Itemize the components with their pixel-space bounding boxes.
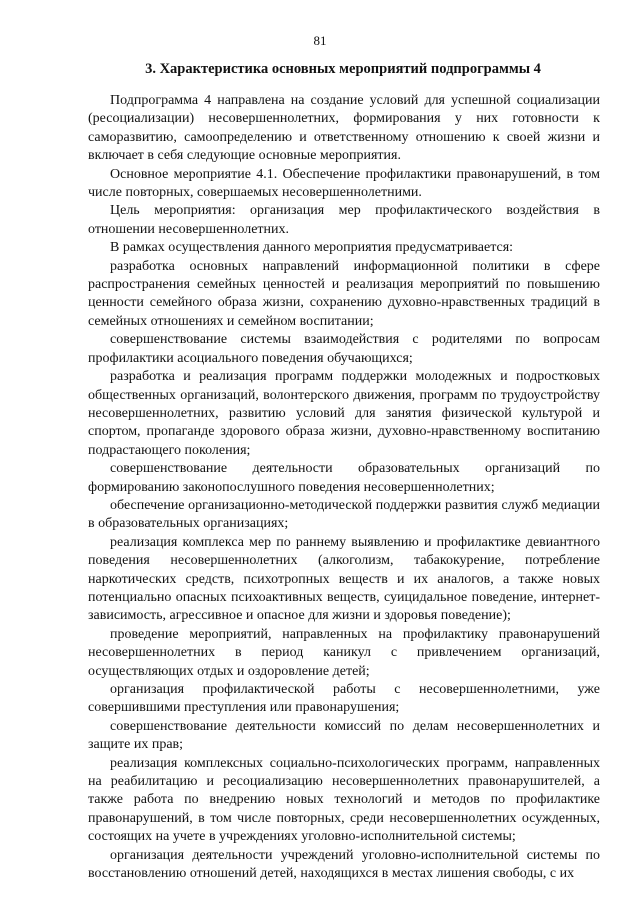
paragraph: обеспечение организационно-методической поддержки развития служб медиации в образовательных организациях;	[88, 497, 600, 532]
paragraph: организация деятельности учреждений уголовно-исполнительной системы по восстановлению отношений детей, находящихся в местах лишения свободы, с их	[88, 847, 600, 882]
paragraph: реализация комплекса мер по раннему выявлению и профилактике девиантного поведения несовершеннолетних (алкоголизм, табакокурение, потребление наркотических средств, психотропных веществ и их аналогов, а также новых потенциально опасных психоактивных веществ, суицидальное поведение, интернет-зависимость, агрессивное и опасное для жизни и здоровья поведение);	[88, 534, 600, 624]
paragraph: разработка и реализация программ поддержки молодежных и подростковых общественных организаций, волонтерского движения, программ по трудоустройству несовершеннолетних, развитию условий для занятия физической культурой и спортом, пропаганде здорового образа жизни, духовно-нравственному воспитанию подрастающего поколения;	[88, 369, 600, 458]
page-number: 81	[313, 33, 327, 48]
paragraph: проведение мероприятий, направленных на профилактику правонарушений несовершеннолетних в период каникул с привлечением организаций, осуществляющих отдых и оздоровление детей;	[88, 626, 600, 679]
paragraph: В рамках осуществления данного мероприятия предусматривается:	[110, 240, 514, 256]
paragraph: совершенствование системы взаимодействия с родителями по вопросам профилактики асоциального поведения обучающихся;	[88, 332, 600, 366]
paragraph: совершенствование деятельности образовательных организаций по формированию законопослушного поведения несовершеннолетних;	[88, 461, 600, 495]
body-text	[88, 92, 600, 883]
paragraph: Цель мероприятия: организация мер профилактического воздействия в отношении несовершеннолетних.	[88, 203, 600, 237]
paragraph: Подпрограмма 4 направлена на создание условий для успешной социализации (ресоциализации) несовершеннолетних, формирования у них готовности к саморазвитию, самоопределению и ответственному отношению к своей жизни и включает в себя следующие основные мероприятия.	[88, 93, 600, 164]
paragraph: Основное мероприятие 4.1. Обеспечение профилактики правонарушений, в том числе повторных, совершаемых несовершеннолетними.	[88, 166, 600, 201]
paragraph: организация профилактической работы с несовершеннолетними, уже совершившими преступления или правонарушения;	[88, 682, 600, 716]
paragraph: реализация комплексных социально-психологических программ, направленных на реабилитацию и ресоциализацию несовершеннолетних правонарушителей, а также работа по внедрению новых технологий и методов по профилактике правонарушений, в том числе повторных, среди несовершеннолетних осужденных, состоящих на учете в учреждениях уголовно-исполнительной системы;	[88, 755, 600, 845]
paragraph: разработка основных направлений информационной политики в сфере распространения семейных ценностей и реализация мероприятий по повышению ценности семейного образа жизни, сохранению духовно-нравственных традиций в семейных отношениях и семейном воспитании;	[88, 258, 600, 329]
paragraph: совершенствование деятельности комиссий по делам несовершеннолетних и защите их прав;	[88, 718, 600, 753]
section-heading: 3. Характеристика основных мероприятий подпрограммы 4	[145, 61, 541, 77]
